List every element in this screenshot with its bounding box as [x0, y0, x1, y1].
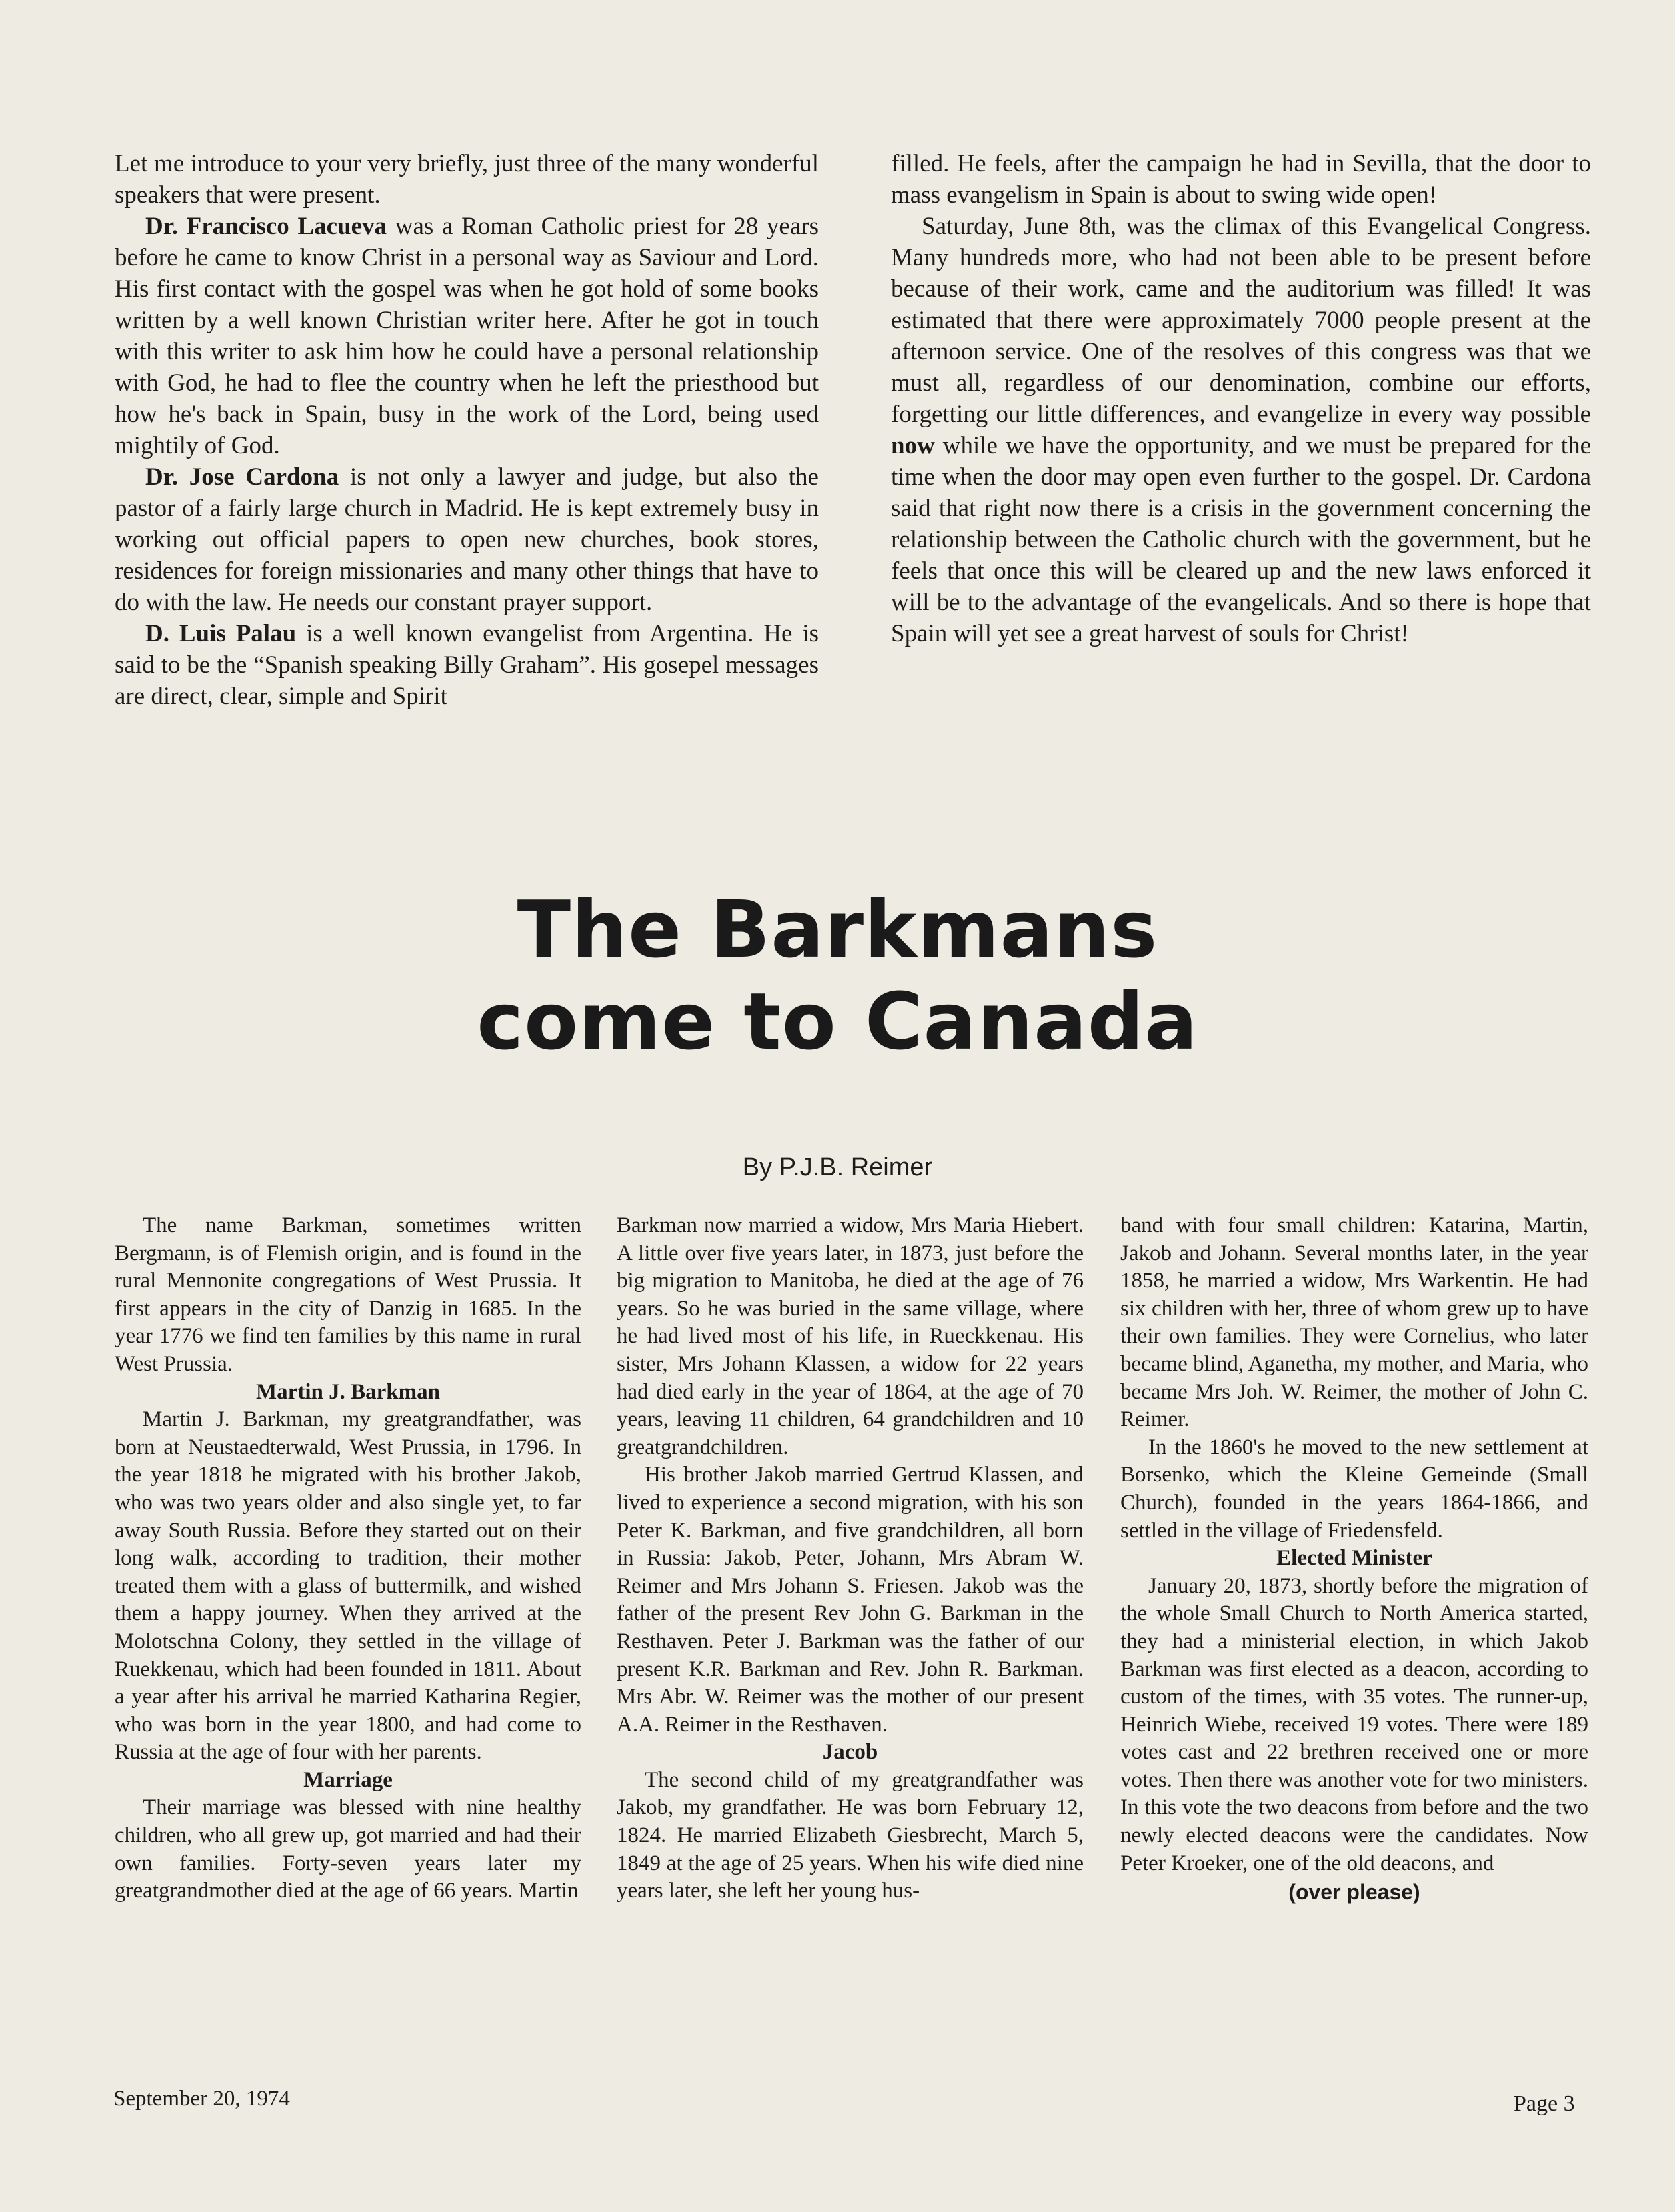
issue-date: September 20, 1974: [113, 2087, 290, 2111]
top-left-column: [115, 148, 819, 712]
paragraph: January 20, 1873, shortly before the migration of the whole Small Church to North America started, they had a ministerial election, in which Jakob Barkman was first elected as a deacon, according to custom of the times, with 35 votes. The runner-up, Heinrich Wiebe, received 19 votes. There were 189 votes cast and 22 brethren received one or more votes. Then there was another vote for two ministers. In this vote the two deacons from before and the two newly elected deacons were the candidates. Now Peter Kroeker, one of the old deacons, and: [1120, 1573, 1588, 1875]
paragraph: His brother Jakob married Gertrud Klassen, and lived to experience a second migration, with his son Peter K. Barkman, and five grandchildren, all born in Russia: Jakob, Peter, Johann, Mrs Abram W. Reimer and Mrs Johann S. Friesen. Jakob was the father of the present Rev John G. Barkman in the Resthaven. Peter J. Barkman was the father of our present K.R. Barkman and Rev. John R. Barkman. Mrs Abr. W. Reimer was the mother of our present A.A. Reimer in the Resthaven.: [617, 1463, 1084, 1737]
headline-line: The Barkmans: [517, 883, 1158, 975]
paragraph: The second child of my greatgrandfather was Jakob, my grandfather. He was born February 12, 1824. He married Elizabeth Giesbrecht, March 5, 1849 at the age of 25 years. When his wife died nine years later, she left her young hus-: [617, 1767, 1084, 1903]
subheading: Martin J. Barkman: [256, 1379, 440, 1404]
paragraph: Saturday, June 8th, was the climax of this Evangelical Congress. Many hundreds more, who had not been able to be present before because of their work, came and the auditorium was filled! It was estimated that there were approximately 7000 people present at the afternoon service. One of the resolves of this congress was that we must all, regardless of our denomination, combine our efforts, forgetting our little differences, and evangelize in every way possible now while we have the opportunity, and we must be prepared for the time when the door may open even further to the gospel. Dr. Cardona said that right now there is a crisis in the government concerning the relationship between the Catholic church with the government, but he feels that once this will be cleared up and the new laws enforced it will be to the advantage of the evangelicals. And so there is hope that Spain will yet see a great harvest of souls for Christ!: [891, 213, 1591, 647]
article-column-3: [1120, 1212, 1588, 1907]
speaker-name: Dr. Jose Cardona: [145, 463, 339, 491]
paragraph: Let me introduce to your very briefly, just three of the many wonderful speakers that were present.: [115, 150, 819, 209]
paragraph: filled. He feels, after the campaign he had in Sevilla, that the door to mass evangelism in Spain is about to swing wide open!: [891, 150, 1591, 209]
byline: By P.J.B. Reimer: [742, 1153, 933, 1181]
paragraph: Their marriage was blessed with nine healthy children, who all grew up, got married and had their own families. Forty-seven years later my greatgrandmother died at the age of 66 years. Martin: [115, 1795, 581, 1903]
subheading: Marriage: [303, 1767, 393, 1792]
subheading: Jacob: [822, 1740, 878, 1765]
page-number: Page 3: [1514, 2091, 1575, 2116]
paragraph: Barkman now married a widow, Mrs Maria Hiebert. A little over five years later, in 1873, just before the big migration to Manitoba, he died at the age of 76 years. So he was buried in the same village, where he had lived most of his life, in Rueckkenau. His sister, Mrs Johann Klassen, a widow for 22 years had died early in the year of 1864, at the age of 70 years, leaving 11 children, 64 grandchildren and 10 greatgrandchildren.: [617, 1213, 1084, 1459]
speaker-name: Dr. Francisco Lacueva: [145, 213, 387, 240]
paragraph: The name Barkman, sometimes written Bergmann, is of Flemish origin, and is found in the rural Mennonite congregations of West Prussia. It first appears in the city of Danzig in 1685. In the year 1776 we find ten families by this name in rural West Prussia.: [115, 1213, 581, 1376]
paragraph: D. Luis Palau is a well known evangelist from Argentina. He is said to be the “Spanish speaking Billy Graham”. His gosepel messages are direct, clear, simple and Spirit: [115, 620, 819, 710]
paragraph: In the 1860's he moved to the new settlement at Borsenko, which the Kleine Gemeinde (Small Church), founded in the years 1864-1866, and settled in the village of Friedensfeld.: [1120, 1435, 1588, 1543]
paragraph: Martin J. Barkman, my greatgrandfather, was born at Neustaedterwald, West Prussia, in 1796. In the year 1818 he migrated with his brother Jakob, who was two years older and also single yet, to far away South Russia. Before they started out on their long walk, according to tradition, their mother treated them with a glass of buttermilk, and wished them a happy journey. When they arrived at the Molotschna Colony, they settled in the village of Ruekkenau, which had been founded in 1811. About a year after his arrival he married Katharina Regier, who was born in the year 1800, and had come to Russia at the age of four with her parents.: [115, 1407, 581, 1765]
subheading: Elected Minister: [1276, 1546, 1432, 1571]
article-column-1: [115, 1212, 581, 1905]
top-right-column: [891, 148, 1591, 649]
paragraph: band with four small children: Katarina, Martin, Jakob and Johann. Several months later, in the year 1858, he married a widow, Mrs Warkentin. He had six children with her, three of whom grew up to have their own families. They were Cornelius, who later became blind, Aganetha, my mother, and Maria, who became Mrs Joh. W. Reimer, the mother of John C. Reimer.: [1120, 1213, 1588, 1432]
speaker-name: D. Luis Palau: [145, 620, 297, 647]
paragraph: Dr. Francisco Lacueva was a Roman Catholic priest for 28 years before he came to know Christ in a personal way as Saviour and Lord. His first contact with the gospel was when he got hold of some books written by a well known Christian writer here. After he got in touch with this writer to ask him how he could have a personal relationship with God, he had to flee the country when he left the priesthood but how he's back in Spain, busy in the work of the Lord, being used mightily of God.: [115, 213, 819, 459]
continued-note: (over please): [1288, 1880, 1420, 1905]
headline-line: come to Canada: [477, 975, 1198, 1067]
emphasis: now: [891, 432, 935, 459]
article-headline: [0, 883, 1675, 1067]
paragraph: Dr. Jose Cardona is not only a lawyer and judge, but also the pastor of a fairly large church in Madrid. He is kept extremely busy in working out official papers to open new churches, book stores, residences for foreign missionaries and many other things that have to do with the law. He needs our constant prayer support.: [115, 463, 819, 616]
article-column-2: [617, 1212, 1084, 1905]
